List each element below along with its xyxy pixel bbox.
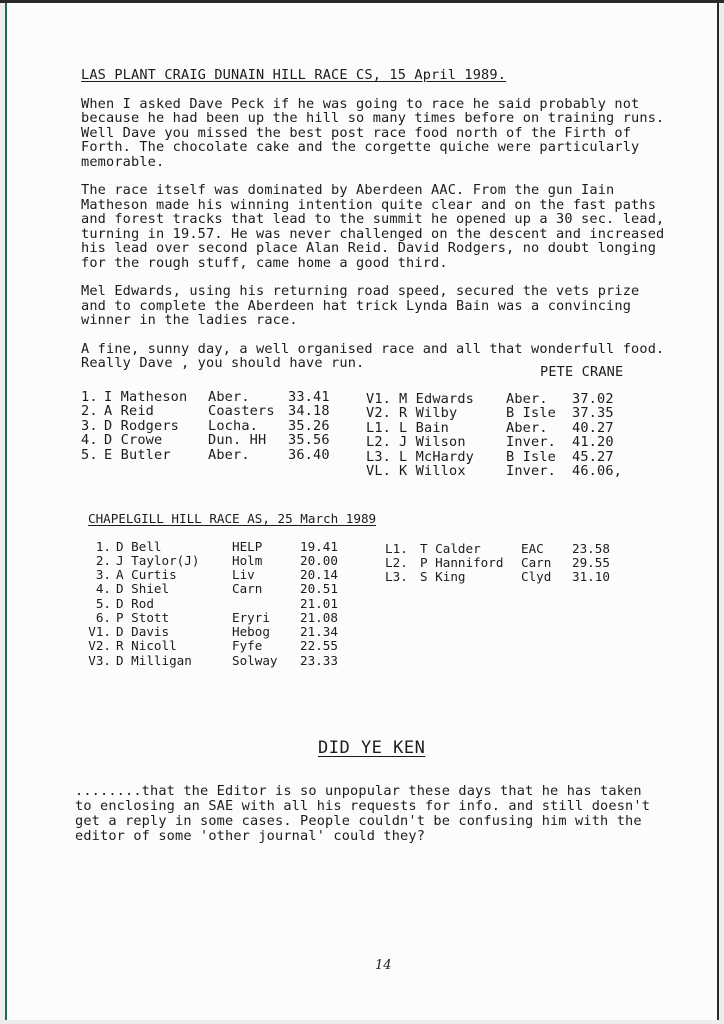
result-pos: 1. bbox=[95, 539, 111, 554]
result-time: 29.55 bbox=[572, 555, 610, 570]
text-line: Forth. The chocolate cake and the corgette quiche were particularly bbox=[81, 139, 640, 155]
result-pos: 5. bbox=[95, 596, 111, 611]
result-name: D Bell bbox=[116, 539, 162, 554]
text-line: memorable. bbox=[81, 154, 165, 170]
result-name: E Butler bbox=[104, 447, 171, 463]
result-club: Eryri bbox=[232, 610, 270, 625]
result-pos: L2. bbox=[366, 434, 392, 450]
result-time: 23.58 bbox=[572, 541, 610, 556]
text-line: for the rough stuff, came home a good third. bbox=[81, 255, 448, 271]
race2-title: CHAPELGILL HILL RACE AS, 25 March 1989 bbox=[88, 511, 377, 526]
result-pos: V1. bbox=[366, 391, 392, 407]
result-time: 37.02 bbox=[572, 391, 614, 407]
result-name: D Rodgers bbox=[104, 418, 180, 434]
race1-title: LAS PLANT CRAIG DUNAIN HILL RACE CS, 15 April 1989. bbox=[81, 67, 507, 83]
text-line: turning in 19.57. He was never challenged on the descent and increased bbox=[81, 226, 665, 242]
result-name: P Hanniford bbox=[420, 555, 504, 570]
result-club: Holm bbox=[232, 553, 263, 568]
result-club: Inver. bbox=[506, 463, 557, 479]
result-club: Aber. bbox=[208, 447, 250, 463]
result-pos: V3. bbox=[88, 653, 111, 668]
result-club: HELP bbox=[232, 539, 263, 554]
result-pos: L1. bbox=[366, 420, 392, 436]
section-heading: DID YE KEN bbox=[318, 738, 426, 758]
result-club: Fyfe bbox=[232, 638, 263, 653]
result-name: M Edwards bbox=[399, 391, 475, 407]
result-club: EAC bbox=[521, 541, 544, 556]
text-line: Really Dave , you should have run. bbox=[81, 355, 365, 371]
result-pos: VL. bbox=[366, 463, 392, 479]
result-time: 19.41 bbox=[300, 539, 338, 554]
result-club: Inver. bbox=[506, 434, 557, 450]
result-time: 37.35 bbox=[572, 405, 614, 421]
result-pos: V1. bbox=[88, 624, 111, 639]
result-name: A Curtis bbox=[116, 567, 177, 582]
result-pos: L3. bbox=[366, 449, 392, 465]
result-name: J Taylor(J) bbox=[116, 553, 200, 568]
result-name: L McHardy bbox=[399, 449, 475, 465]
result-name: K Willox bbox=[399, 463, 466, 479]
result-time: 31.10 bbox=[572, 569, 610, 584]
result-club: Aber. bbox=[506, 420, 548, 436]
result-club: B Isle bbox=[506, 405, 557, 421]
text-line: and forest tracks that lead to the summit he opened up a 30 sec. lead, bbox=[81, 211, 665, 227]
result-time: 21.01 bbox=[300, 596, 338, 611]
result-club: Aber. bbox=[506, 391, 548, 407]
text-line: editor of some 'other journal' could they? bbox=[75, 828, 426, 844]
result-club: Dun. HH bbox=[208, 432, 267, 448]
result-time: 20.51 bbox=[300, 581, 338, 596]
result-name: I Matheson bbox=[104, 389, 188, 405]
result-time: 22.55 bbox=[300, 638, 338, 653]
result-time: 40.27 bbox=[572, 420, 614, 436]
result-time: 20.14 bbox=[300, 567, 338, 582]
text-line: When I asked Dave Peck if he was going to race he said probably not bbox=[81, 96, 640, 112]
result-pos: 4. bbox=[81, 432, 98, 448]
result-club: Locha. bbox=[208, 418, 259, 434]
result-club: B Isle bbox=[506, 449, 557, 465]
result-pos: V2. bbox=[88, 638, 111, 653]
result-name: D Rod bbox=[116, 596, 154, 611]
result-pos: V2. bbox=[366, 405, 392, 421]
result-club: Carn bbox=[521, 555, 552, 570]
result-time: 21.34 bbox=[300, 624, 338, 639]
result-name: D Milligan bbox=[116, 653, 192, 668]
result-name: D Shiel bbox=[116, 581, 170, 596]
text-line: to enclosing an SAE with all his requests for info. and still doesn't bbox=[75, 798, 651, 814]
result-pos: L1. bbox=[385, 541, 408, 556]
text-line: Matheson made his winning intention quite clear and on the fast paths bbox=[81, 197, 657, 213]
result-name: S King bbox=[420, 569, 466, 584]
result-pos: 4. bbox=[95, 581, 111, 596]
result-time: 41.20 bbox=[572, 434, 614, 450]
result-time: 35.26 bbox=[288, 418, 330, 434]
text-line: his lead over second place Alan Reid. David Rodgers, no doubt longing bbox=[81, 240, 657, 256]
text-line: winner in the ladies race. bbox=[81, 312, 298, 328]
result-time: 35.56 bbox=[288, 432, 330, 448]
result-name: L Bain bbox=[399, 420, 450, 436]
result-pos: L2. bbox=[385, 555, 408, 570]
result-name: R Nicoll bbox=[116, 638, 177, 653]
result-name: T Calder bbox=[420, 541, 481, 556]
result-pos: 3. bbox=[81, 418, 98, 434]
result-club: Liv bbox=[232, 567, 255, 582]
text-line: Mel Edwards, using his returning road speed, secured the vets prize bbox=[81, 283, 640, 299]
result-time: 21.08 bbox=[300, 610, 338, 625]
result-time: 46.06, bbox=[572, 463, 623, 479]
result-pos: 3. bbox=[95, 567, 111, 582]
result-name: D Davis bbox=[116, 624, 170, 639]
author-signature: PETE CRANE bbox=[540, 364, 624, 380]
result-name: J Wilson bbox=[399, 434, 466, 450]
result-club: Carn bbox=[232, 581, 263, 596]
result-name: R Wilby bbox=[399, 405, 458, 421]
result-time: 45.27 bbox=[572, 449, 614, 465]
text-line: because he had been up the hill so many times before on training runs. bbox=[81, 110, 665, 126]
result-pos: 2. bbox=[95, 553, 111, 568]
page-number: 14 bbox=[375, 958, 392, 973]
result-time: 34.18 bbox=[288, 403, 330, 419]
result-club: Clyd bbox=[521, 569, 552, 584]
result-name: A Reid bbox=[104, 403, 155, 419]
result-time: 23.33 bbox=[300, 653, 338, 668]
result-club: Aber. bbox=[208, 389, 250, 405]
result-time: 36.40 bbox=[288, 447, 330, 463]
result-pos: 6. bbox=[95, 610, 111, 625]
result-club: Solway bbox=[232, 653, 278, 668]
text-line: A fine, sunny day, a well organised race and all that wonderfull food. bbox=[81, 341, 665, 357]
result-club: Hebog bbox=[232, 624, 270, 639]
result-pos: L3. bbox=[385, 569, 408, 584]
result-pos: 5. bbox=[81, 447, 98, 463]
result-time: 33.41 bbox=[288, 389, 330, 405]
result-pos: 1. bbox=[81, 389, 98, 405]
result-club: Coasters bbox=[208, 403, 275, 419]
result-name: D Crowe bbox=[104, 432, 163, 448]
text-line: ........that the Editor is so unpopular these days that he has taken bbox=[75, 783, 642, 799]
text-line: get a reply in some cases. People couldn't be confusing him with the bbox=[75, 813, 642, 829]
result-name: P Stott bbox=[116, 610, 170, 625]
text-line: Well Dave you missed the best post race food north of the Firth of bbox=[81, 125, 632, 141]
text-line: The race itself was dominated by Aberdeen AAC. From the gun Iain bbox=[81, 182, 615, 198]
text-line: and to complete the Aberdeen hat trick Lynda Bain was a convincing bbox=[81, 298, 632, 314]
result-pos: 2. bbox=[81, 403, 98, 419]
result-time: 20.00 bbox=[300, 553, 338, 568]
